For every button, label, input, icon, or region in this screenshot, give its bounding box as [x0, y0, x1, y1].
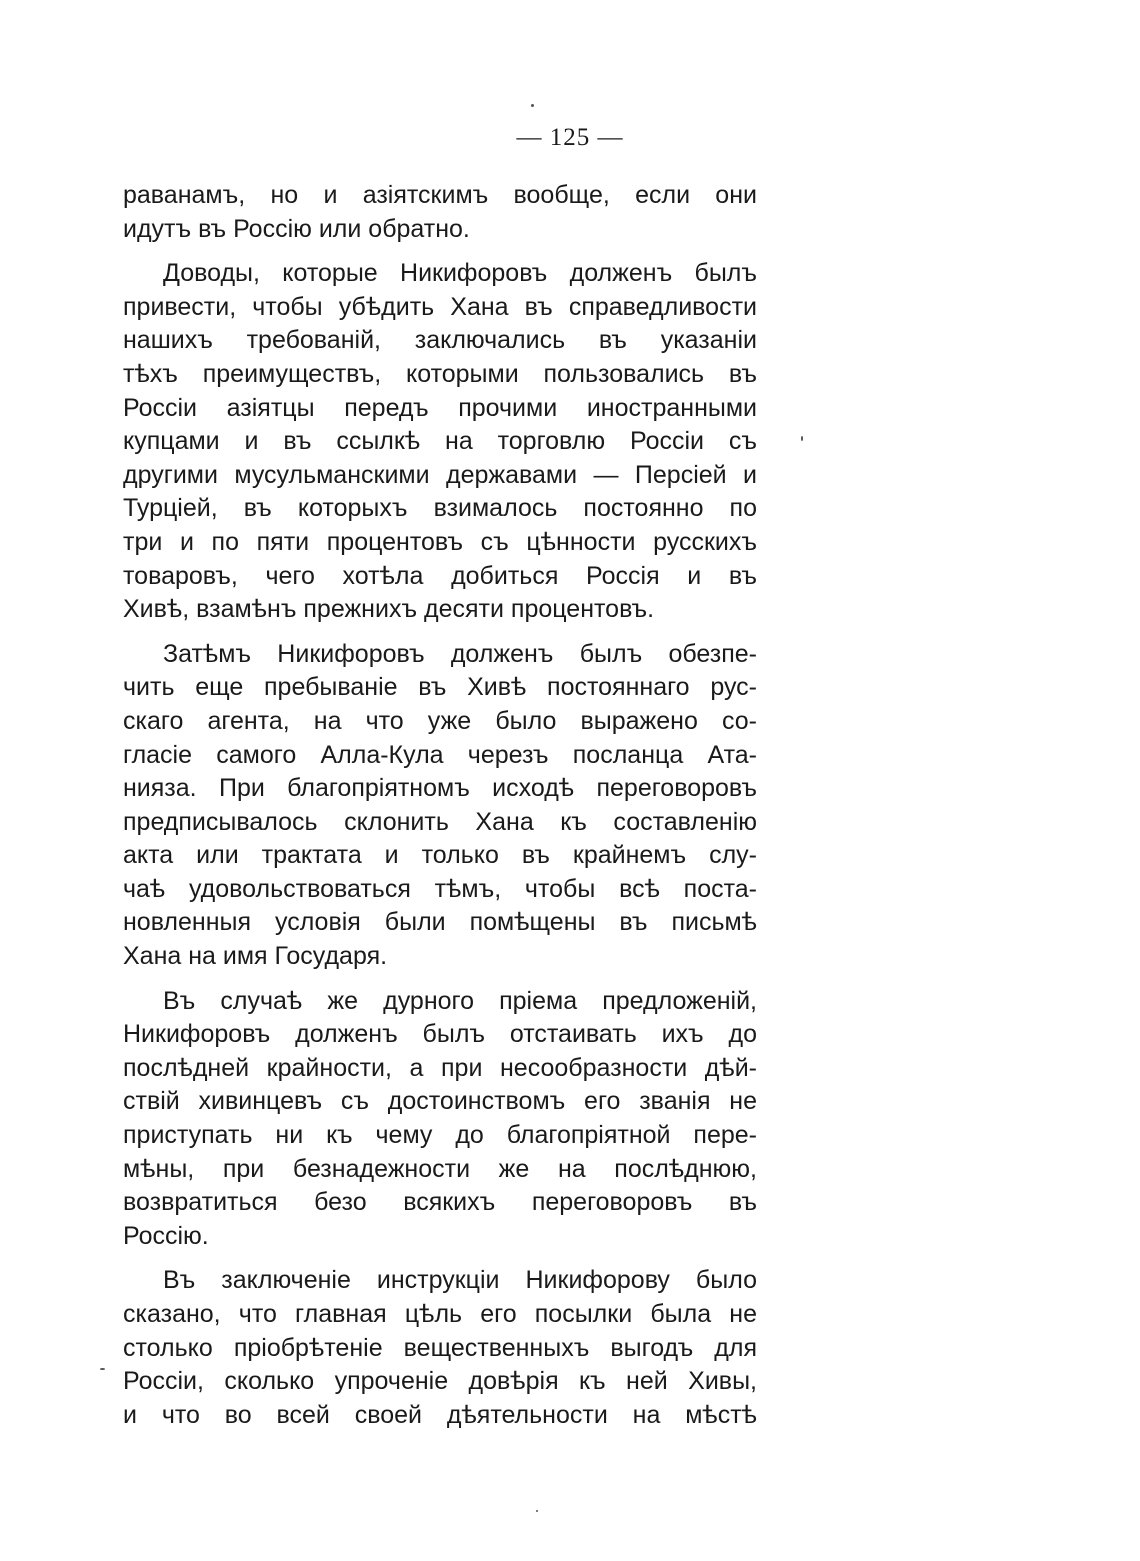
text-line: Россіи азіятцы передъ прочими иностранными	[123, 393, 757, 422]
text-line: новленныя условія были помѣщены въ письмѣ	[123, 908, 757, 937]
text-line: послѣдней крайности, а при несообразности дѣй-	[123, 1053, 757, 1082]
text-line: Въ случаѣ же дурного пріема предложеній,	[163, 986, 757, 1015]
text-line: акта или трактата и только въ крайнемъ слу-	[123, 841, 757, 870]
text-line: чаѣ удовольствоваться тѣмъ, чтобы всѣ поста-	[123, 874, 757, 903]
text-line: Россіи, сколько упроченіе довѣрія къ ней Хивы,	[123, 1367, 757, 1396]
text-line: Затѣмъ Никифоровъ долженъ былъ обезпе-	[163, 639, 757, 668]
text-line: предписывалось склонить Хана къ составленію	[123, 807, 757, 836]
text-line: гласіе самого Алла-Кула черезъ посланца Ата-	[123, 740, 757, 769]
paragraph-gap	[123, 1253, 757, 1264]
text-line: раванамъ, но и азіятскимъ вообще, если они	[123, 181, 757, 209]
text-line: три и по пяти процентовъ съ цѣнности русскихъ	[123, 527, 757, 556]
text-line: ствій хивинцевъ съ достоинствомъ его званія не	[123, 1087, 757, 1116]
text-line: нашихъ требованій, заключались въ указаніи	[123, 326, 757, 355]
text-line: тѣхъ преимуществъ, которыми пользовались въ	[123, 359, 757, 388]
text-line: Доводы, которые Никифоровъ долженъ былъ	[163, 259, 757, 288]
paragraph-gap	[123, 246, 757, 257]
scan-speck	[531, 104, 534, 107]
page-number: — 125 —	[516, 124, 624, 151]
text-line: Въ заключеніе инструкціи Никифорову было	[163, 1266, 757, 1295]
text-line: Никифоровъ долженъ былъ отстаивать ихъ до	[123, 1020, 757, 1049]
paragraph-gap	[123, 627, 757, 638]
body-text	[123, 179, 757, 1432]
scan-speck	[100, 1368, 105, 1370]
text-line: другими мусульманскими державами — Персіей и	[123, 460, 757, 489]
text-line: Россію.	[123, 1221, 209, 1250]
text-line: купцами и въ ссылкѣ на торговлю Россіи съ	[123, 427, 757, 456]
text-line: чить еще пребываніе въ Хивѣ постояннаго рус-	[123, 673, 757, 702]
scan-speck	[536, 1510, 538, 1512]
text-line: мѣны, при безнадежности же на послѣднюю,	[123, 1154, 757, 1183]
text-line: привести, чтобы убѣдить Хана въ справедливости	[123, 292, 757, 321]
text-line: нияза. При благопріятномъ исходѣ переговоровъ	[123, 774, 757, 803]
text-line: и что во всей своей дѣятельности на мѣстѣ	[123, 1400, 757, 1429]
text-line: Хивѣ, взамѣнъ прежнихъ десяти процентовъ.	[123, 595, 655, 624]
text-line: товаровъ, чего хотѣла добиться Россія и въ	[123, 561, 757, 590]
text-line: скаго агента, на что уже было выражено со-	[123, 706, 757, 735]
text-line: Турціей, въ которыхъ взималось постоянно по	[123, 494, 757, 523]
scan-speck	[801, 436, 803, 441]
text-line: сказано, что главная цѣль его посылки была не	[123, 1300, 757, 1328]
text-line: столько пріобрѣтеніе вещественныхъ выгодъ для	[123, 1333, 757, 1362]
text-line: приступать ни къ чему до благопріятной пере-	[123, 1121, 757, 1150]
text-line: Хана на имя Государя.	[123, 942, 388, 971]
paragraph-gap	[123, 974, 757, 985]
text-line: возвратиться безо всякихъ переговоровъ въ	[123, 1188, 757, 1217]
text-line: идутъ въ Россію или обратно.	[123, 214, 470, 243]
